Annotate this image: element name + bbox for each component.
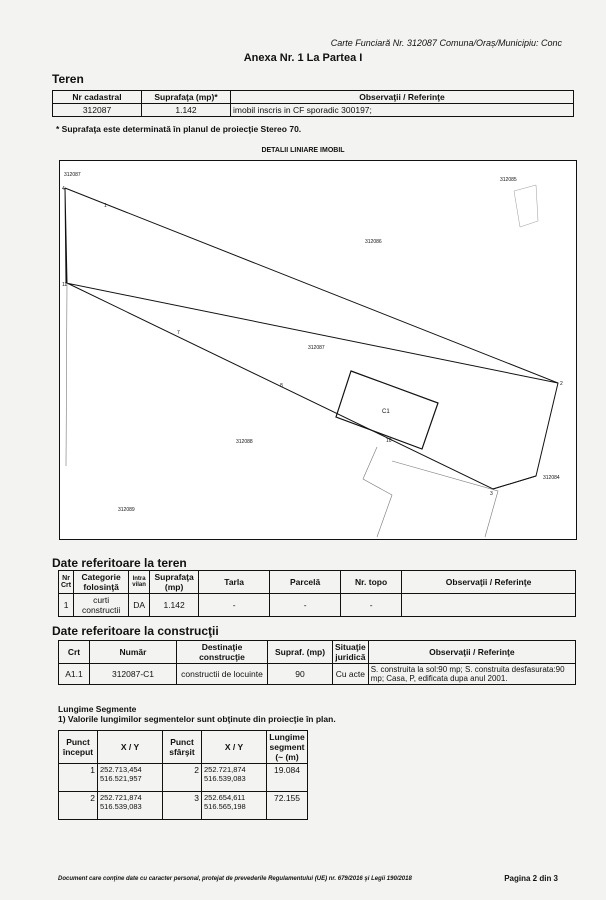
cell-end-1: 2 xyxy=(163,764,202,792)
cell-start-1: 1 xyxy=(59,764,98,792)
point-11: 11 xyxy=(62,282,68,288)
col-xy-start: X / Y xyxy=(98,731,163,764)
carte-funciara-header: Carte Funciară Nr. 312087 Comuna/Oraș/Municipiu: Conc xyxy=(330,38,562,48)
cell-observatii-teren xyxy=(402,594,576,617)
label-312088: 312088 xyxy=(236,439,253,445)
cell-parcela: - xyxy=(270,594,341,617)
col-punct-sfarsit: Punct sfârşit xyxy=(163,731,202,764)
cell-supraf: 90 xyxy=(268,664,333,685)
label-312084: 312084 xyxy=(543,475,560,481)
col-intravilan: Intra vilan xyxy=(129,571,150,594)
page-number: Pagina 2 din 3 xyxy=(504,874,558,883)
cell-xy-end-1: 252.721,874 516.539,083 xyxy=(202,764,267,792)
teren-table xyxy=(52,90,574,117)
col-observatii: Observaţii / Referinţe xyxy=(231,91,574,104)
cell-start-2: 2 xyxy=(59,792,98,820)
neighbor-building-outline xyxy=(363,447,392,537)
segmente-title: Lungime Segmente xyxy=(58,704,137,714)
col-suprafata: Suprafaţa (mp)* xyxy=(142,91,231,104)
col-observatii-teren: Observaţii / Referinţe xyxy=(402,571,576,594)
point-3: 3 xyxy=(490,491,493,497)
cell-numar: 312087-C1 xyxy=(90,664,177,685)
point-8: 8 xyxy=(280,383,283,389)
col-lungime: Lungime segment (~ (m) xyxy=(267,731,308,764)
neighbor-building-outline-2 xyxy=(392,461,498,537)
segmente-table xyxy=(58,730,308,820)
cell-categorie: curti constructii xyxy=(74,594,129,617)
plan-title: DETALII LINIARE IMOBIL xyxy=(261,147,345,154)
cell-xy-start-1: 252.713,454 516.521,957 xyxy=(98,764,163,792)
label-312086: 312086 xyxy=(365,239,382,245)
col-parcela: Parcelă xyxy=(270,571,341,594)
col-tarla: Tarla xyxy=(199,571,270,594)
point-4: 4 xyxy=(62,186,65,192)
segmente-subtitle: 1) Valorile lungimilor segmentelor sunt obţinute din proiecţie în plan. xyxy=(58,714,336,724)
date-teren-title: Date referitoare la teren xyxy=(52,556,187,570)
parcel-top-edge xyxy=(65,188,558,383)
date-teren-table xyxy=(58,570,576,617)
teren-note: * Suprafaţa este determinată în planul de proiecţie Stereo 70. xyxy=(56,124,302,134)
cell-observatii: imobil inscris in CF sporadic 300197; xyxy=(231,104,574,117)
col-xy-end: X / Y xyxy=(202,731,267,764)
col-supraf: Supraf. (mp) xyxy=(268,641,333,664)
cell-nr-cadastral: 312087 xyxy=(53,104,142,117)
cell-suprafata-teren: 1.142 xyxy=(150,594,199,617)
cell-observatii-constructii: S. construita la sol:90 mp; S. construita desfasurata:90 mp; Casa, P, edificata dupa anul 2001. xyxy=(368,664,575,685)
cell-crt: 1 xyxy=(59,594,74,617)
date-constructii-table xyxy=(58,640,576,685)
parcel-boundary xyxy=(65,188,558,489)
col-crt: Crt xyxy=(59,641,90,664)
cell-length-1: 19.084 xyxy=(267,764,308,792)
label-312087: 312087 xyxy=(308,345,325,351)
point-10: 10 xyxy=(386,438,392,444)
cell-length-2: 72.155 xyxy=(267,792,308,820)
label-312089: 312089 xyxy=(118,507,135,513)
neighbor-boundary-west xyxy=(66,283,67,466)
cell-intravilan: DA xyxy=(129,594,150,617)
point-1: 1 xyxy=(104,203,107,209)
col-destinatie: Destinaţie construcţie xyxy=(177,641,268,664)
neighbor-plot-312085 xyxy=(514,185,538,227)
point-2: 2 xyxy=(560,381,563,387)
point-7: 7 xyxy=(177,330,180,336)
label-312087-tl: 312087 xyxy=(64,172,81,178)
cell-suprafata: 1.142 xyxy=(142,104,231,117)
col-numar: Număr xyxy=(90,641,177,664)
legal-footer: Document care conţine date cu caracter personal, protejat de prevederile Regulamentului (UE) nr. 679/2016 şi Legii 190/2018 xyxy=(58,876,412,882)
col-situatie: Situaţie juridică xyxy=(333,641,369,664)
col-punct-inceput: Punct început xyxy=(59,731,98,764)
label-312085: 312085 xyxy=(500,177,517,183)
cell-situatie: Cu acte xyxy=(333,664,369,685)
teren-section-title: Teren xyxy=(52,72,84,86)
cell-destinatie: constructii de locuinte xyxy=(177,664,268,685)
cell-tarla: - xyxy=(199,594,270,617)
col-suprafata-teren: Suprafaţa (mp) xyxy=(150,571,199,594)
plan-drawing xyxy=(60,161,576,539)
annex-title: Anexa Nr. 1 La Partea I xyxy=(243,52,363,64)
col-nr-crt: Nr Crt xyxy=(59,571,74,594)
cell-xy-start-2: 252.721,874 516.539,083 xyxy=(98,792,163,820)
cell-end-2: 3 xyxy=(163,792,202,820)
cell-crt-constructie: A1.1 xyxy=(59,664,90,685)
col-categorie: Categorie folosinţă xyxy=(74,571,129,594)
col-observatii-constructii: Observaţii / Referinţe xyxy=(368,641,575,664)
col-nr-topo: Nr. topo xyxy=(341,571,402,594)
date-constructii-title: Date referitoare la construcţii xyxy=(52,624,219,638)
col-nr-cadastral: Nr cadastral xyxy=(53,91,142,104)
cell-nr-topo: - xyxy=(341,594,402,617)
label-c1: C1 xyxy=(382,409,390,415)
cell-xy-end-2: 252.654,611 516.565,198 xyxy=(202,792,267,820)
cadastral-plan xyxy=(59,160,577,540)
